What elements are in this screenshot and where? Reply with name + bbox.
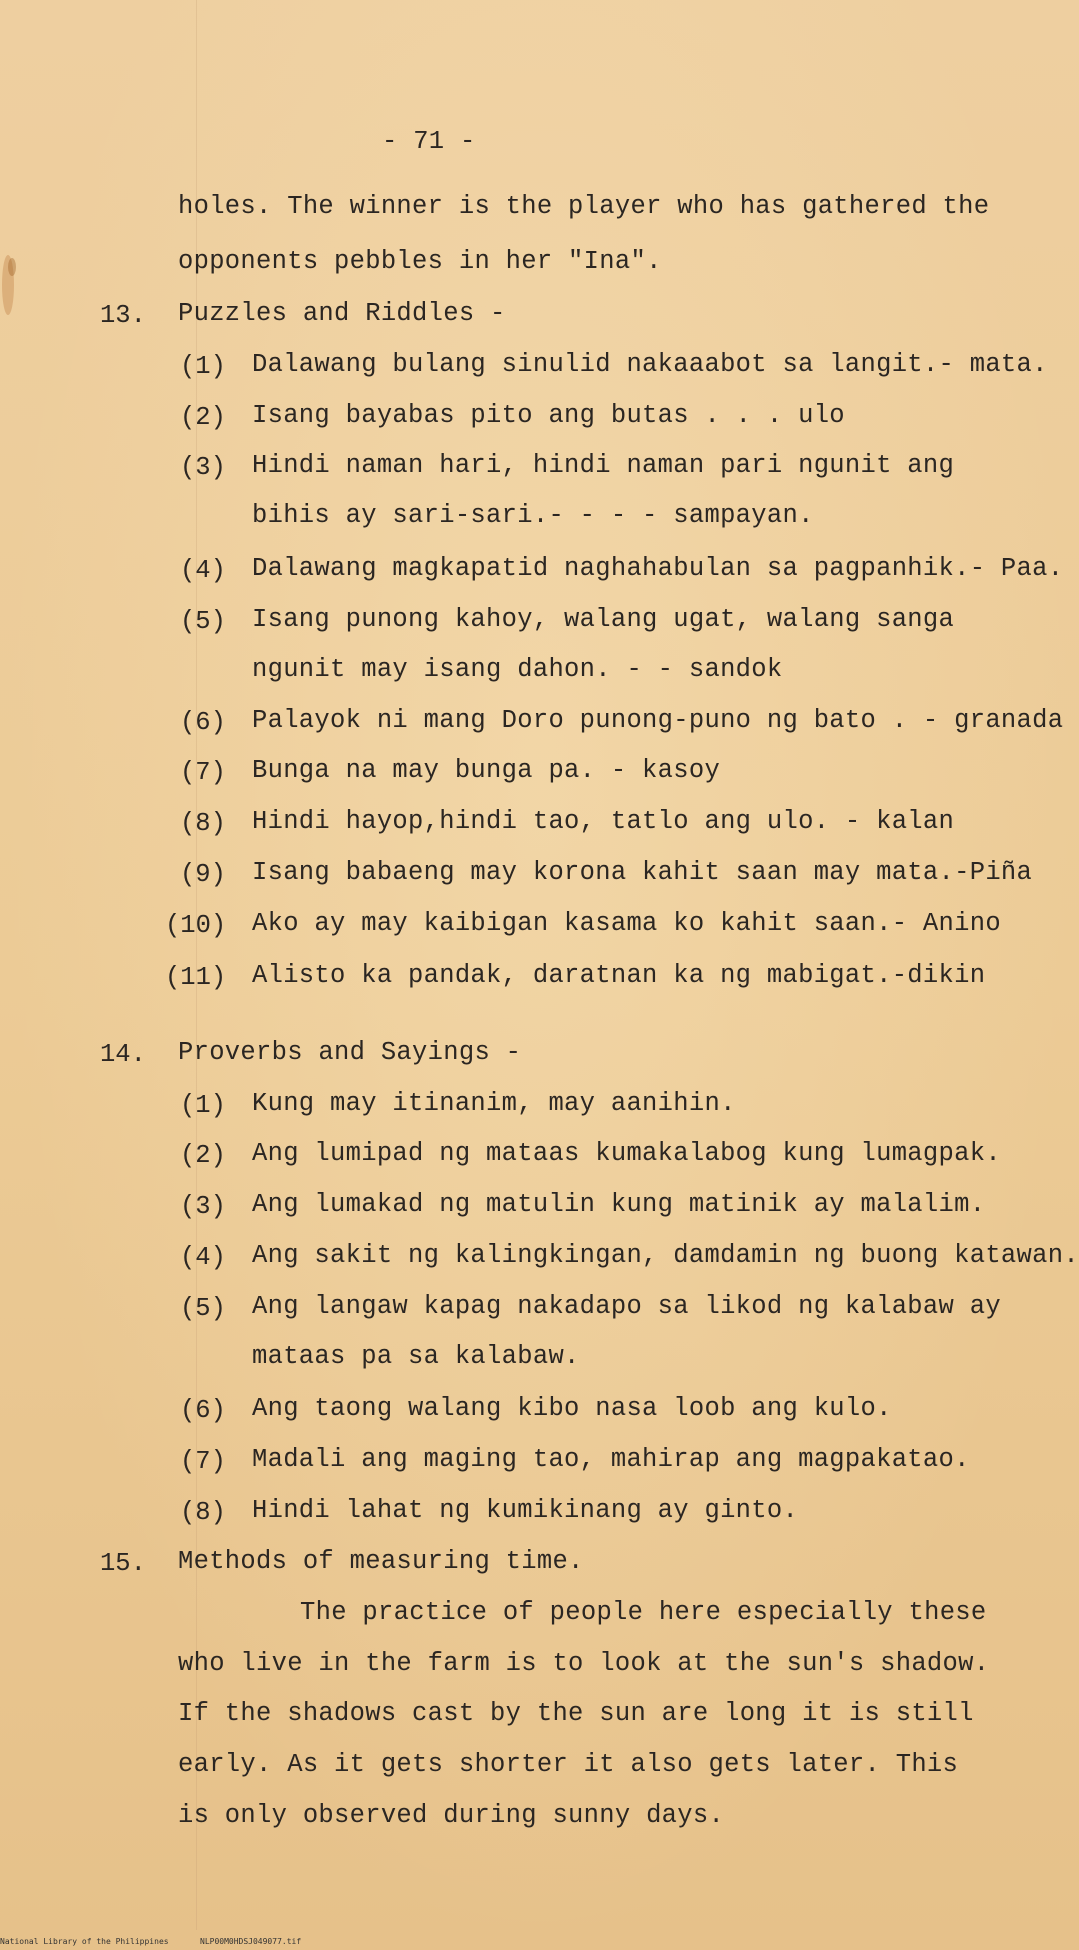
- item-number: (9): [180, 860, 226, 889]
- item-number: (10): [165, 911, 227, 940]
- riddle-line: Hindi hayop,hindi tao, tatlo ang ulo. - kalan: [252, 807, 955, 836]
- paragraph-line: early. As it gets shorter it also gets later. This: [178, 1750, 959, 1779]
- paragraph-line: If the shadows cast by the sun are long it is still: [178, 1699, 974, 1728]
- footer-file-name: NLP00M0HDSJ049077.tif: [200, 1937, 302, 1946]
- section-number: 14.: [100, 1040, 146, 1069]
- proverb-line: Madali ang maging tao, mahirap ang magpakatao.: [252, 1445, 970, 1474]
- section-heading: Methods of measuring time.: [178, 1547, 584, 1576]
- item-number: (5): [180, 1294, 226, 1323]
- proverb-line: Ang langaw kapag nakadapo sa likod ng kalabaw ay: [252, 1292, 1001, 1321]
- item-number: (5): [180, 607, 226, 636]
- riddle-line: Ako ay may kaibigan kasama ko kahit saan.- Anino: [252, 909, 1001, 938]
- paragraph-line: The practice of people here especially these: [300, 1598, 987, 1627]
- page-number: - 71 -: [382, 127, 476, 156]
- intro-line: holes. The winner is the player who has gathered the: [178, 192, 990, 221]
- section-number: 15.: [100, 1549, 146, 1578]
- item-number: (4): [180, 556, 226, 585]
- item-number: (6): [180, 1396, 226, 1425]
- section-number: 13.: [100, 301, 146, 330]
- item-number: (1): [180, 1091, 226, 1120]
- section-heading: Proverbs and Sayings -: [178, 1038, 522, 1067]
- proverb-line: Ang lumipad ng mataas kumakalabog kung lumagpak.: [252, 1139, 1001, 1168]
- riddle-line: Isang babaeng may korona kahit saan may mata.-Piña: [252, 858, 1033, 887]
- riddle-line: Isang bayabas pito ang butas . . . ulo: [252, 401, 845, 430]
- item-number: (7): [180, 758, 226, 787]
- item-number: (4): [180, 1243, 226, 1272]
- proverb-line: Ang sakit ng kalingkingan, damdamin ng buong katawan.: [252, 1241, 1079, 1270]
- item-number: (11): [165, 963, 227, 992]
- intro-line: opponents pebbles in her "Ina".: [178, 247, 662, 276]
- item-number: (7): [180, 1447, 226, 1476]
- item-number: (3): [180, 453, 226, 482]
- proverb-line: Hindi lahat ng kumikinang ay ginto.: [252, 1496, 799, 1525]
- riddle-line: Dalawang magkapatid naghahabulan sa pagpanhik.- Paa.: [252, 554, 1064, 583]
- item-number: (1): [180, 352, 226, 381]
- item-number: (6): [180, 708, 226, 737]
- item-number: (8): [180, 1498, 226, 1527]
- riddle-line: Alisto ka pandak, daratnan ka ng mabigat.-dikin: [252, 961, 986, 990]
- paragraph-line: who live in the farm is to look at the sun's shadow.: [178, 1649, 990, 1678]
- riddle-line: bihis ay sari-sari.- - - - sampayan.: [252, 501, 814, 530]
- proverb-line: Kung may itinanim, may aanihin.: [252, 1089, 736, 1118]
- paper-stain: [8, 258, 16, 276]
- riddle-line: Dalawang bulang sinulid nakaaabot sa langit.- mata.: [252, 350, 1048, 379]
- item-number: (8): [180, 809, 226, 838]
- riddle-line: ngunit may isang dahon. - - sandok: [252, 655, 783, 684]
- riddle-line: Isang punong kahoy, walang ugat, walang sanga: [252, 605, 955, 634]
- proverb-line: Ang taong walang kibo nasa loob ang kulo.: [252, 1394, 892, 1423]
- proverb-line: Ang lumakad ng matulin kung matinik ay malalim.: [252, 1190, 986, 1219]
- item-number: (2): [180, 403, 226, 432]
- footer-library-label: National Library of the Philippines: [0, 1937, 169, 1946]
- section-heading: Puzzles and Riddles -: [178, 299, 506, 328]
- riddle-line: Palayok ni mang Doro punong-puno ng bato . - granada: [252, 706, 1064, 735]
- item-number: (2): [180, 1141, 226, 1170]
- paragraph-line: is only observed during sunny days.: [178, 1801, 725, 1830]
- riddle-line: Hindi naman hari, hindi naman pari ngunit ang: [252, 451, 955, 480]
- item-number: (3): [180, 1192, 226, 1221]
- proverb-line: mataas pa sa kalabaw.: [252, 1342, 580, 1371]
- riddle-line: Bunga na may bunga pa. - kasoy: [252, 756, 721, 785]
